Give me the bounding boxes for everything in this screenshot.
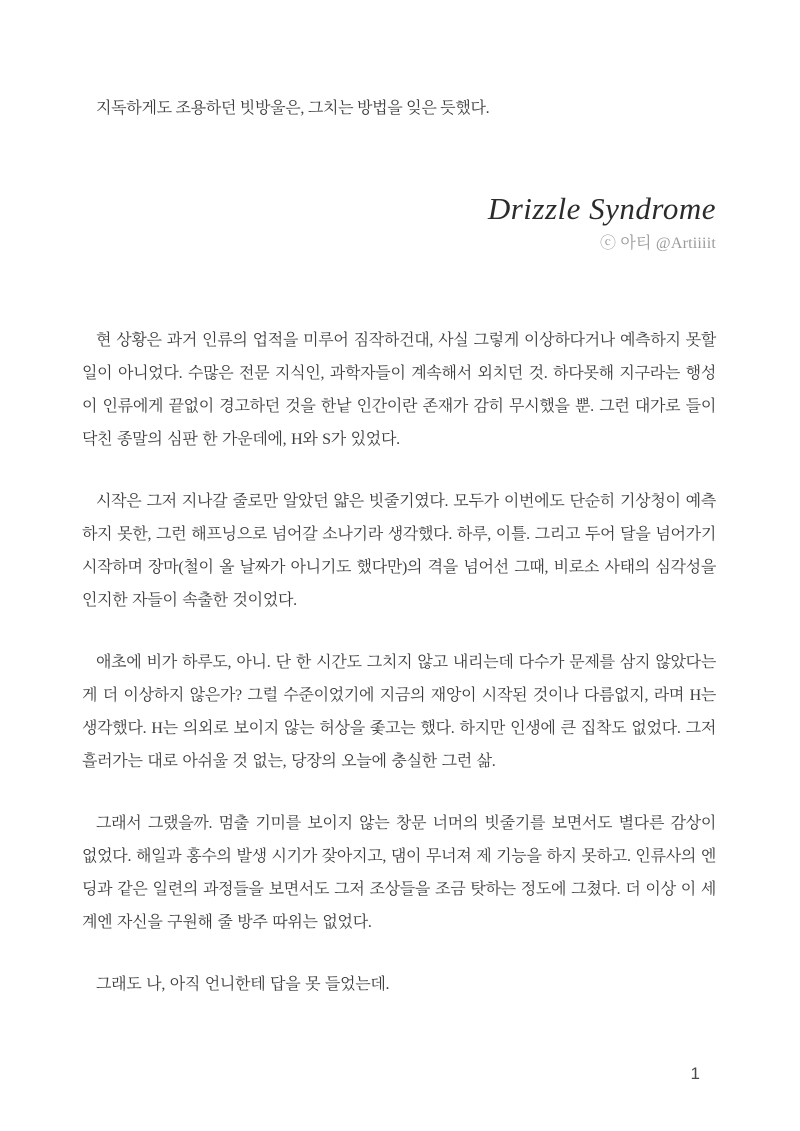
body-paragraphs	[82, 324, 716, 1001]
paragraph-4: 그래서 그랬을까. 멈출 기미를 보이지 않는 창문 너머의 빗줄기를 보면서도 별다른 감상이 없었다. 해일과 홍수의 발생 시기가 잦아지고, 댐이 무너져 제 기능을 하지 못하고. 인류사의 엔딩과 같은 일련의 과정들을 보면서도 그저 조상들을 조금 탓하는 정도에 그쳤다. 더 이상 이 세계엔 자신을 구원해 줄 방주 따위는 없었다.	[82, 815, 716, 931]
paragraph-3: 애초에 비가 하루도, 아니. 단 한 시간도 그치지 않고 내리는데 다수가 문제를 삼지 않았다는 게 더 이상하지 않은가? 그럴 수준이었기에 지금의 재앙이 시작된 것이나 다름없지, 라며 H는 생각했다. H는 의외로 보이지 않는 허상을 좇고는 했다. 하지만 인생에 큰 집착도 없었다. 그저 흘러가는 대로 아쉬울 것 없는, 당장의 오늘에 충실한 그런 삶.	[82, 654, 716, 770]
paragraph-2: 시작은 그저 지나갈 줄로만 알았던 얇은 빗줄기였다. 모두가 이번에도 단순히 기상청이 예측하지 못한, 그런 해프닝으로 넘어갈 소나기라 생각했다. 하루, 이틀. 그리고 두어 달을 넘어가기 시작하며 장마(철이 올 날짜가 아니기도 했다만)의 격을 넘어선 그때, 비로소 사태의 심각성을 인지한 자들이 속출한 것이었다.	[82, 493, 716, 609]
page-content	[82, 96, 716, 1001]
title-block	[82, 192, 716, 254]
document-title: Drizzle Syndrome	[487, 191, 716, 226]
page-number: 1	[690, 1064, 700, 1083]
paragraph-1: 현 상황은 과거 인류의 업적을 미루어 짐작하건대, 사실 그렇게 이상하다거나 예측하지 못할 일이 아니었다. 수많은 전문 지식인, 과학자들이 계속해서 외치던 것. 하다못해 지구라는 행성이 인류에게 끝없이 경고하던 것을 한낱 인간이란 존재가 감히 무시했을 뿐. 그런 대가로 들이닥친 종말의 심판 한 가운데에, H와 S가 있었다.	[82, 332, 716, 448]
paragraph-5: 그래도 나, 아직 언니한테 답을 못 들었는데.	[96, 976, 390, 993]
intro-line: 지독하게도 조용하던 빗방울은, 그치는 방법을 잊은 듯했다.	[96, 100, 490, 117]
author-credit: ⓒ 아티 @Artiiiit	[599, 235, 716, 252]
